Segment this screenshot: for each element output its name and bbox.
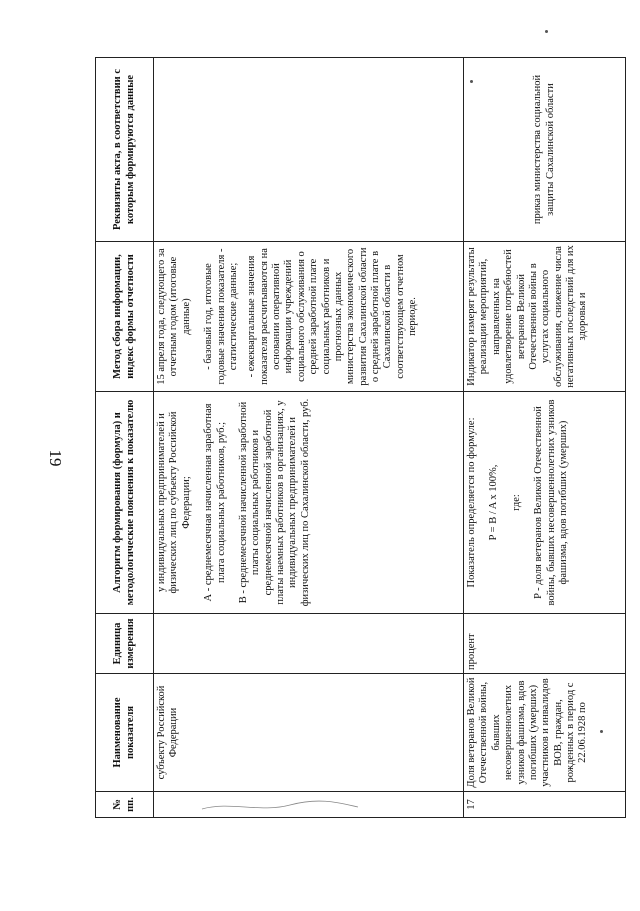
indicator-table (95, 57, 626, 818)
header-algorithm: Алгоритм формирования (формула) и методологические пояснения к показателю (96, 392, 154, 614)
row1-algorithm-line-2: А - среднемесячная начисленная заработная плата социальных работников, руб.; (203, 403, 227, 602)
scan-mark (200, 795, 360, 817)
header-unit: Единица измерения (96, 614, 154, 674)
row2-algorithm-line-1: Показатель определяется по формуле: (466, 417, 477, 588)
header-num: № пп. (96, 792, 154, 818)
row1-algorithm (154, 392, 464, 614)
header-name: Наименование показателя (96, 674, 154, 792)
row2-algorithm-line-4: P - доля ветеранов Великой Отечественной войны, бывших несовершеннолетних узников фашизма, вдов погибших (умерших) (533, 399, 569, 606)
header-method: Метод сбора информации, индекс формы отчетности (96, 242, 154, 392)
row1-method-line-3: - ежеквартальные значения показателя рассчитываются на основании оперативной информации учреждений социального обслуживания о средней заработной плате социальных работников и прогнозных данных министерства экономического развития Сахалинской области о средней заработной плате в Сахалинской области в соответствующем отчетном периоде. (246, 247, 419, 386)
row2-algorithm (464, 392, 626, 614)
row1-name: субъекту Российской Федерации (154, 674, 464, 792)
page-number: 19 (46, 449, 65, 467)
row2-method-line-1: Индикатор измерят результаты реализации мероприятий, направленных на удовлетворение потребностей ветеранов Великой Отечественной войны в услугах социального обслуживания, снижение числа негативных последствий для их здоровья и (466, 245, 589, 388)
indicator-table-rotated (95, 58, 625, 818)
row1-method (154, 242, 464, 392)
header-requisites: Реквизиты акта, в соответствии с которым формируются данные (96, 58, 154, 242)
row1-unit (154, 614, 464, 674)
row2-num: 17 (464, 792, 626, 818)
row1-requisites (154, 58, 464, 242)
row2-requisites: приказ министерства социальной защиты Сахалинской области (464, 58, 626, 242)
table-row (154, 58, 464, 818)
row1-algorithm-line-3: В - среднемесячной начисленной заработной платы социальных работников и среднемесячной начисленной заработной платы наемных работников в организациях, у индивидуальных предпринимателей и физических лиц по Сахалинской области, руб. (237, 398, 311, 607)
row1-algorithm-line-1: у индивидуальных предпринимателей и физических лиц по субъекту Российской Федерации; (156, 411, 192, 594)
row2-algorithm-where: где: (510, 494, 522, 511)
scan-speck (600, 730, 603, 733)
scan-speck (470, 80, 473, 83)
row2-name: Доля ветеранов Великой Отечественной войны, бывших несовершеннолетних узников фашизма, вдов погибших (умерших) участников и инвалидов ВОВ, граждан, рожденных в период с 22.06.1928 по (464, 674, 626, 792)
scan-speck (545, 30, 548, 33)
row2-algorithm-formula: P = B / A x 100%, (488, 464, 500, 541)
row1-method-line-2: - базовый год, итоговые годовые значения показателя - статистические данные; (203, 248, 239, 385)
table-header-row (96, 58, 154, 818)
row1-method-line-1: 15 апреля года, следующего за отчетным годом (итоговые данные) (156, 248, 192, 385)
row2-method (464, 242, 626, 392)
table-row (464, 58, 626, 818)
row2-unit: процент (464, 614, 626, 674)
